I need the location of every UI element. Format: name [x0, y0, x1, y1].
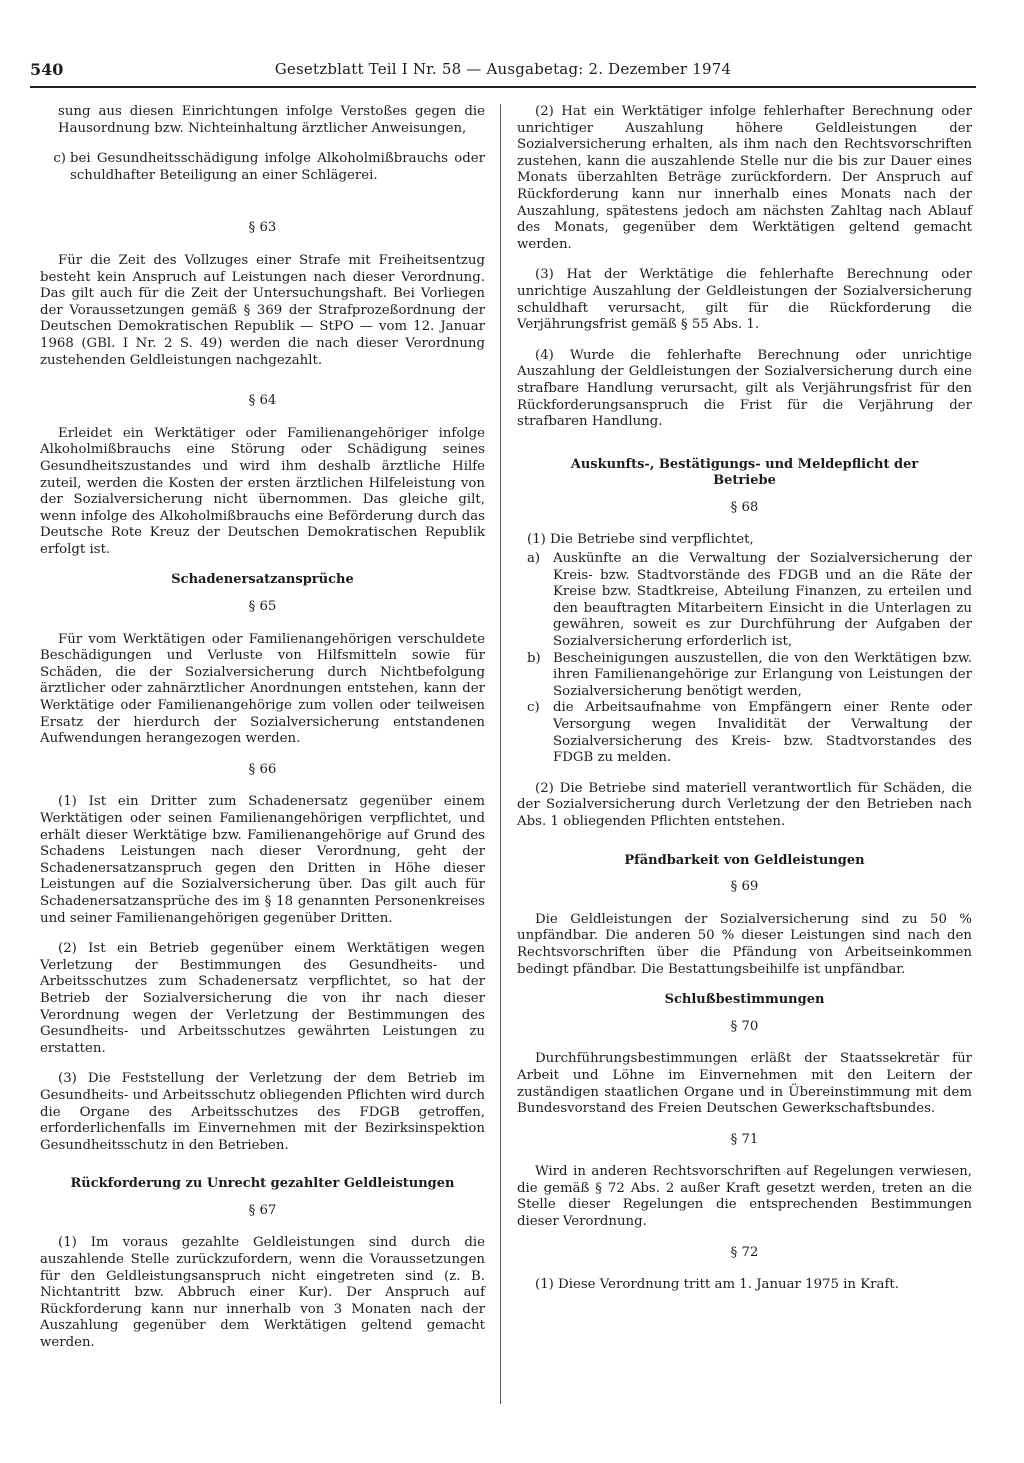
section-72-text: (1) Diese Verordnung tritt am 1. Januar 1975 in Kraft. [535, 1277, 899, 1293]
section-68-para-2: (2) Die Betriebe sind materiell verantwortlich für Schäden, die der Sozialversicherung durch Verletzung der den Betrieben nach Abs. 1 obliegenden Pflichten entstehen. [517, 780, 972, 829]
section-66-para-3: (3) Die Feststellung der Verletzung der dem Betrieb im Gesundheits- und Arbeitsschutz obliegenden Pflichten wird durch die Organe des Arbeitsschutzes des FDGB getroffen, erforderlichenfalls im Einvernehmen mit der Bezirksinspektion Gesundheitsschutz in den Betrieben. [40, 1071, 485, 1153]
list-marker: a) [527, 551, 541, 567]
section-67-para-1: (1) Im voraus gezahlte Geldleistungen sind durch die auszahlende Stelle zurückzufordern, wenn die Voraussetzungen für den Geldleistungsanspruch nicht eingetreten sind (z. B. Nichtantritt bzw. Abbruch einer Kur). Der Anspruch auf Rückforderung kann nur innerhalb von 3 Monaten nach der Auszahlung gegenüber dem Werktätigen geltend gemacht werden. [40, 1235, 485, 1351]
section-72: § 72 [730, 1244, 759, 1260]
section-66: § 66 [248, 761, 277, 777]
section-68-intro: (1) Die Betriebe sind verpflichtet, [527, 532, 754, 548]
section-68: § 68 [730, 499, 759, 515]
section-63-text: Für die Zeit des Vollzuges einer Strafe mit Freiheitsentzug besteht kein Anspruch auf Leistungen nach dieser Verordnung. Das gilt auch für die Zeit der Untersuchungshaft. Bei Vorliegen der Voraussetzungen gemäß § 369 der Strafprozeßordnung der Deutschen Demokratischen Republik — StPO — vom 12. Januar 1968 (GBl. I Nr. 2 S. 49) werden die nach dieser Verordnung zustehenden Geldleistungen nachgezahlt. [40, 252, 485, 368]
section-70-text: Durchführungsbestimmungen erläßt der Staatssekretär für Arbeit und Löhne im Einvernehmen mit den Leitern der zuständigen staatlichen Organe und in Übereinstimmung mit dem Bundesvorstand des Freien Deutschen Gewerkschaftsbundes. [517, 1051, 972, 1117]
heading-schadenersatz: Schadenersatzansprüche [171, 572, 354, 588]
section-70: § 70 [730, 1018, 759, 1034]
list-text: die Arbeitsaufnahme von Empfängern einer Rente oder Versorgung wegen Invalidität der Verwaltung der Sozialversicherung des Kreis- bzw. Stadtvorstandes des FDGB zu melden. [553, 700, 972, 766]
page-header [30, 60, 976, 88]
section-66-para-2: (2) Ist ein Betrieb gegenüber einem Werktätigen wegen Verletzung der Bestimmungen des Gesundheits- und Arbeitsschutzes zum Schadenersatz verpflichtet, so hat der Betrieb der Sozialversicherung die von ihr nach dieser Verordnung wegen der Verletzung der Bestimmungen des Gesundheits- und Arbeitsschutzes gewährten Leistungen zu erstatten. [40, 941, 485, 1056]
right-column [517, 104, 972, 1308]
heading-rueckforderung: Rückforderung zu Unrecht gezahlter Geldleistungen [70, 1176, 455, 1192]
list-item-a [517, 551, 972, 651]
section-64: § 64 [248, 393, 277, 409]
section-69: § 69 [730, 879, 759, 895]
header-title: Gesetzblatt Teil I Nr. 58 — Ausgabetag: 2. Dezember 1974 [274, 60, 732, 78]
section-71-text: Wird in anderen Rechtsvorschriften auf Regelungen verwiesen, die gemäß § 72 Abs. 2 außer Kraft gesetzt werden, treten an die Stelle dieser Regelungen die entsprechenden Bestimmungen dieser Verordnung. [517, 1164, 972, 1230]
section-67: § 67 [248, 1202, 277, 1218]
list-item-b [517, 651, 972, 701]
section-71: § 71 [730, 1131, 759, 1147]
section-65-text: Für vom Werktätigen oder Familienangehörigen verschuldete Beschädigungen und Verluste von Hilfsmitteln sowie für Schäden, die der Sozialversicherung durch Nichtbefolgung ärztlicher oder zahnärztlicher Anordnungen entstehen, kann der Werktätige oder Familienangehörige zum vollen oder teilweisen Ersatz der hierdurch der Sozialversicherung entstandenen Aufwendungen herangezogen werden. [40, 631, 485, 747]
heading-pfaendbarkeit: Pfändbarkeit von Geldleistungen [624, 852, 865, 868]
section-67-para-3: (3) Hat der Werktätige die fehlerhafte Berechnung oder unrichtige Auszahlung der Geldleistungen der Sozialversicherung schuldhaft verursacht, gilt für die Rückforderung die Verjährungsfrist gemäß § 55 Abs. 1. [517, 267, 972, 333]
section-69-text: Die Geldleistungen der Sozialversicherung sind zu 50 % unpfändbar. Die anderen 50 % dieser Leistungen sind nach den Rechtsvorschriften über die Pfändung von Arbeitseinkommen bedingt pfändbar. Die Bestattungsbeihilfe ist unpfändbar. [517, 911, 972, 977]
left-column [40, 104, 485, 1366]
section-65: § 65 [248, 599, 277, 615]
list-marker: b) [527, 650, 541, 666]
list-marker: c) [53, 151, 66, 167]
list-marker: c) [527, 700, 540, 716]
list-item-c [40, 151, 485, 184]
list-text: Bescheinigungen auszustellen, die von den Werktätigen bzw. ihren Familienangehörige zur Erlangung von Leistungen der Sozialversicherung benötigt werden, [553, 650, 972, 699]
heading-schlussbestimmungen: Schlußbestimmungen [664, 992, 825, 1008]
continued-paragraph: sung aus diesen Einrichtungen infolge Verstoßes gegen die Hausordnung bzw. Nichteinhaltung ärztlicher Anweisungen, [58, 104, 485, 136]
section-67-para-4: (4) Wurde die fehlerhafte Berechnung oder unrichtige Auszahlung der Geldleistungen der Sozialversicherung durch eine strafbare Handlung verursacht, gilt als Verjährungsfrist für den Rückforderungsanspruch die Frist für die Verjährung der strafbaren Handlung. [517, 347, 972, 430]
heading-auskunftspflicht: Auskunfts-, Bestätigungs- und Meldepflicht der Betriebe [570, 456, 919, 489]
section-64-text: Erleidet ein Werktätiger oder Familienangehöriger infolge Alkoholmißbrauchs eine Störung oder Schädigung seines Gesundheitszustandes und wird ihm deshalb ärztliche Hilfe zuteil, werden die Kosten der ersten ärztlichen Hilfeleistung von der Sozialversicherung nicht übernommen. Das gleiche gilt, wenn infolge des Alkoholmißbrauchs eine Beförderung durch das Deutsche Rote Kreuz der Deutschen Demokratischen Republik erfolgt ist. [40, 425, 485, 557]
section-66-para-1: (1) Ist ein Dritter zum Schadenersatz gegenüber einem Werktätigen oder seinen Familienangehörigen verpflichtet, und erhält dieser Werktätige bzw. Familienangehörige auf Grund des Schadens Leistungen nach dieser Verordnung, geht der Schadenersatzanspruch gegen den Dritten in Höhe dieser Leistungen auf die Sozialversicherung über. Das gilt auch für Schadenersatzansprüche des im § 18 genannten Personenkreises und seiner Familienangehörigen gegenüber Dritten. [40, 794, 485, 926]
section-68-list [517, 551, 972, 767]
list-item-c [517, 700, 972, 766]
list-text: Auskünfte an die Verwaltung der Sozialversicherung der Kreis- bzw. Stadtvorstände des FDGB und an die Räte der Kreise bzw. Stadtkreise, Abteilung Finanzen, zu erteilen und den beauftragten Mitarbeitern Einsicht in die Unterlagen zu gewähren, soweit es zur Durchführung der Aufgaben der Sozialversicherung erforderlich ist, [553, 551, 972, 650]
section-63: § 63 [248, 220, 277, 236]
list-text: bei Gesundheitsschädigung infolge Alkoholmißbrauchs oder schuldhafter Beteiligung an einer Schlägerei. [70, 151, 485, 183]
section-67-para-2: (2) Hat ein Werktätiger infolge fehlerhafter Berechnung oder unrichtiger Auszahlung höhere Geldleistungen der Sozialversicherung erhalten, als ihm nach den Rechtsvorschriften zustehen, kann die auszahlende Stelle nur die bis zur Dauer eines Monats überzahlten Beträge zurückfordern. Der Anspruch auf Rückforderung kann nur innerhalb eines Monats nach der Auszahlung, spätestens jedoch am nächsten Zahltag nach Ablauf des Monats, gegenüber dem Werktätigen geltend gemacht werden. [517, 104, 972, 252]
page-number: 540 [30, 60, 64, 79]
column-divider [500, 104, 501, 1404]
